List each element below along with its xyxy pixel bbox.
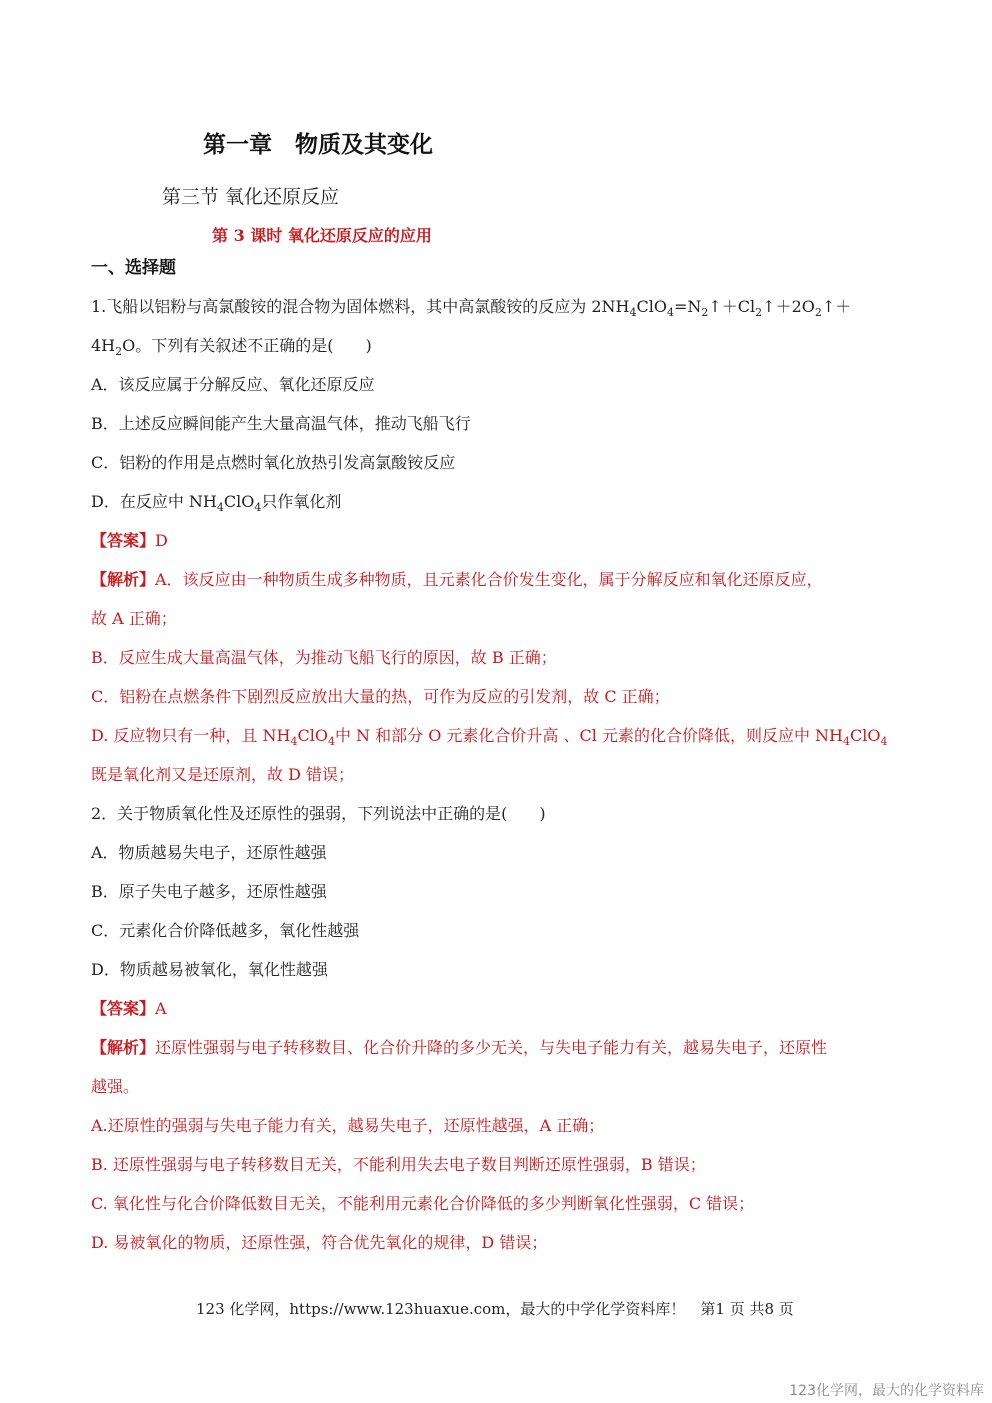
answer-label: 【答案】 — [91, 531, 156, 550]
q1-option-a: A．该反应属于分解反应、氧化还原反应 — [91, 375, 375, 394]
q2-stem: 2．关于物质氧化性及还原性的强弱，下列说法中正确的是( ) — [91, 804, 546, 823]
q1-stem-text: ↑＋2O — [762, 297, 815, 316]
q1-stem-text: ClO — [636, 297, 667, 316]
q1-stem-text: 4H — [91, 336, 116, 355]
subscript: 2 — [115, 345, 123, 358]
subscript: 4 — [290, 735, 298, 748]
q2-analysis-line-2: 越强。 — [91, 1077, 140, 1096]
analysis-text: ClO — [850, 726, 881, 745]
q1-stem-line-2 — [91, 335, 372, 357]
analysis-text: A．该反应由一种物质生成多种物质，且元素化合价发生变化，属于分解反应和氧化还原反应， — [155, 570, 823, 589]
analysis-text: ClO — [297, 726, 328, 745]
subscript: 2 — [814, 306, 822, 319]
q1-stem-text: =N — [673, 297, 702, 316]
q2-analysis-line-3: A.还原性的强弱与失电子能力有关，越易失电子，还原性越强，A 正确； — [91, 1116, 605, 1135]
q1-stem-text: ↑＋Cl — [708, 297, 756, 316]
watermark: 123化学网，最大的化学资料库 — [789, 1383, 984, 1399]
page-footer: 123 化学网，https://www.123huaxue.com，最大的中学化学资料库！ 第1 页 共8 页 — [196, 1300, 794, 1318]
q1-option-c: C．铝粉的作用是点燃时氧化放热引发高氯酸铵反应 — [91, 453, 456, 472]
subscript: 4 — [666, 306, 674, 319]
subscript: 4 — [843, 735, 851, 748]
section-title: 第三节 氧化还原反应 — [162, 186, 340, 208]
q1-analysis-line-5 — [91, 725, 888, 747]
q1-analysis-line-3: B．反应生成大量高温气体，为推动飞船飞行的原因，故 B 正确； — [91, 648, 557, 667]
section-heading: 一、选择题 — [91, 258, 176, 278]
subscript: 2 — [755, 306, 763, 319]
q2-answer — [91, 998, 167, 1020]
q1-analysis-line-4: C．铝粉在点燃条件下剧烈反应放出大量的热，可作为反应的引发剂，故 C 正确； — [91, 687, 670, 706]
q1-option-b: B．上述反应瞬间能产生大量高温气体，推动飞船飞行 — [91, 414, 471, 433]
q1-answer — [91, 530, 168, 552]
q1-stem-text: ↑＋ — [821, 297, 852, 316]
q1-analysis-line-1 — [91, 569, 823, 591]
q1-stem-line-1 — [91, 296, 851, 318]
q1-analysis-line-2: 故 A 正确； — [91, 609, 177, 628]
q2-analysis-line-1 — [91, 1037, 827, 1059]
option-text: D．在反应中 NH — [91, 492, 217, 511]
lesson-title: 第 3 课时 氧化还原反应的应用 — [212, 226, 432, 245]
q2-option-c: C．元素化合价降低越多，氧化性越强 — [91, 921, 360, 940]
analysis-label: 【解析】 — [91, 1038, 156, 1057]
option-text: ClO — [223, 492, 255, 511]
q1-analysis-line-6: 既是氧化剂又是还原剂，故 D 错误； — [91, 765, 355, 784]
q1-option-d — [91, 491, 341, 513]
q2-analysis-line-6: D. 易被氧化的物质，还原性强，符合优先氧化的规律，D 错误； — [91, 1233, 548, 1252]
q1-stem-text: 1.飞船以铝粉与高氯酸铵的混合物为固体燃料，其中高氯酸铵的反应为 2NH — [91, 297, 630, 316]
answer-label: 【答案】 — [91, 999, 156, 1018]
analysis-text: 中 N 和部分 O 元素化合价升高 、Cl 元素的化合价降低，则反应中 NH — [334, 726, 844, 745]
subscript: 2 — [701, 306, 709, 319]
q2-option-d: D．物质越易被氧化，氧化性越强 — [91, 960, 328, 979]
option-text: 只作氧化剂 — [261, 492, 342, 511]
q2-option-b: B．原子失电子越多，还原性越强 — [91, 882, 327, 901]
subscript: 4 — [216, 501, 224, 514]
subscript: 4 — [254, 501, 262, 514]
analysis-text: 还原性强弱与电子转移数目、化合价升降的多少无关，与失电子能力有关，越易失电子，还原性 — [155, 1038, 828, 1057]
subscript: 4 — [629, 306, 637, 319]
analysis-label: 【解析】 — [91, 570, 156, 589]
answer-value: D — [155, 531, 168, 550]
analysis-text: D. 反应物只有一种，且 NH — [91, 726, 291, 745]
answer-value: A — [155, 999, 167, 1018]
subscript: 4 — [327, 735, 335, 748]
q2-analysis-line-4: B. 还原性强弱与电子转移数目无关，不能利用失去电子数目判断还原性强弱，B 错误； — [91, 1155, 706, 1174]
q1-stem-text: O。下列有关叙述不正确的是( ) — [122, 336, 372, 355]
chapter-title: 第一章 物质及其变化 — [203, 131, 433, 158]
subscript: 4 — [880, 735, 888, 748]
q2-option-a: A．物质越易失电子，还原性越强 — [91, 843, 327, 862]
q2-analysis-line-5: C. 氧化性与化合价降低数目无关，不能利用元素化合价降低的多少判断氧化性强弱，C 错误； — [91, 1194, 755, 1213]
